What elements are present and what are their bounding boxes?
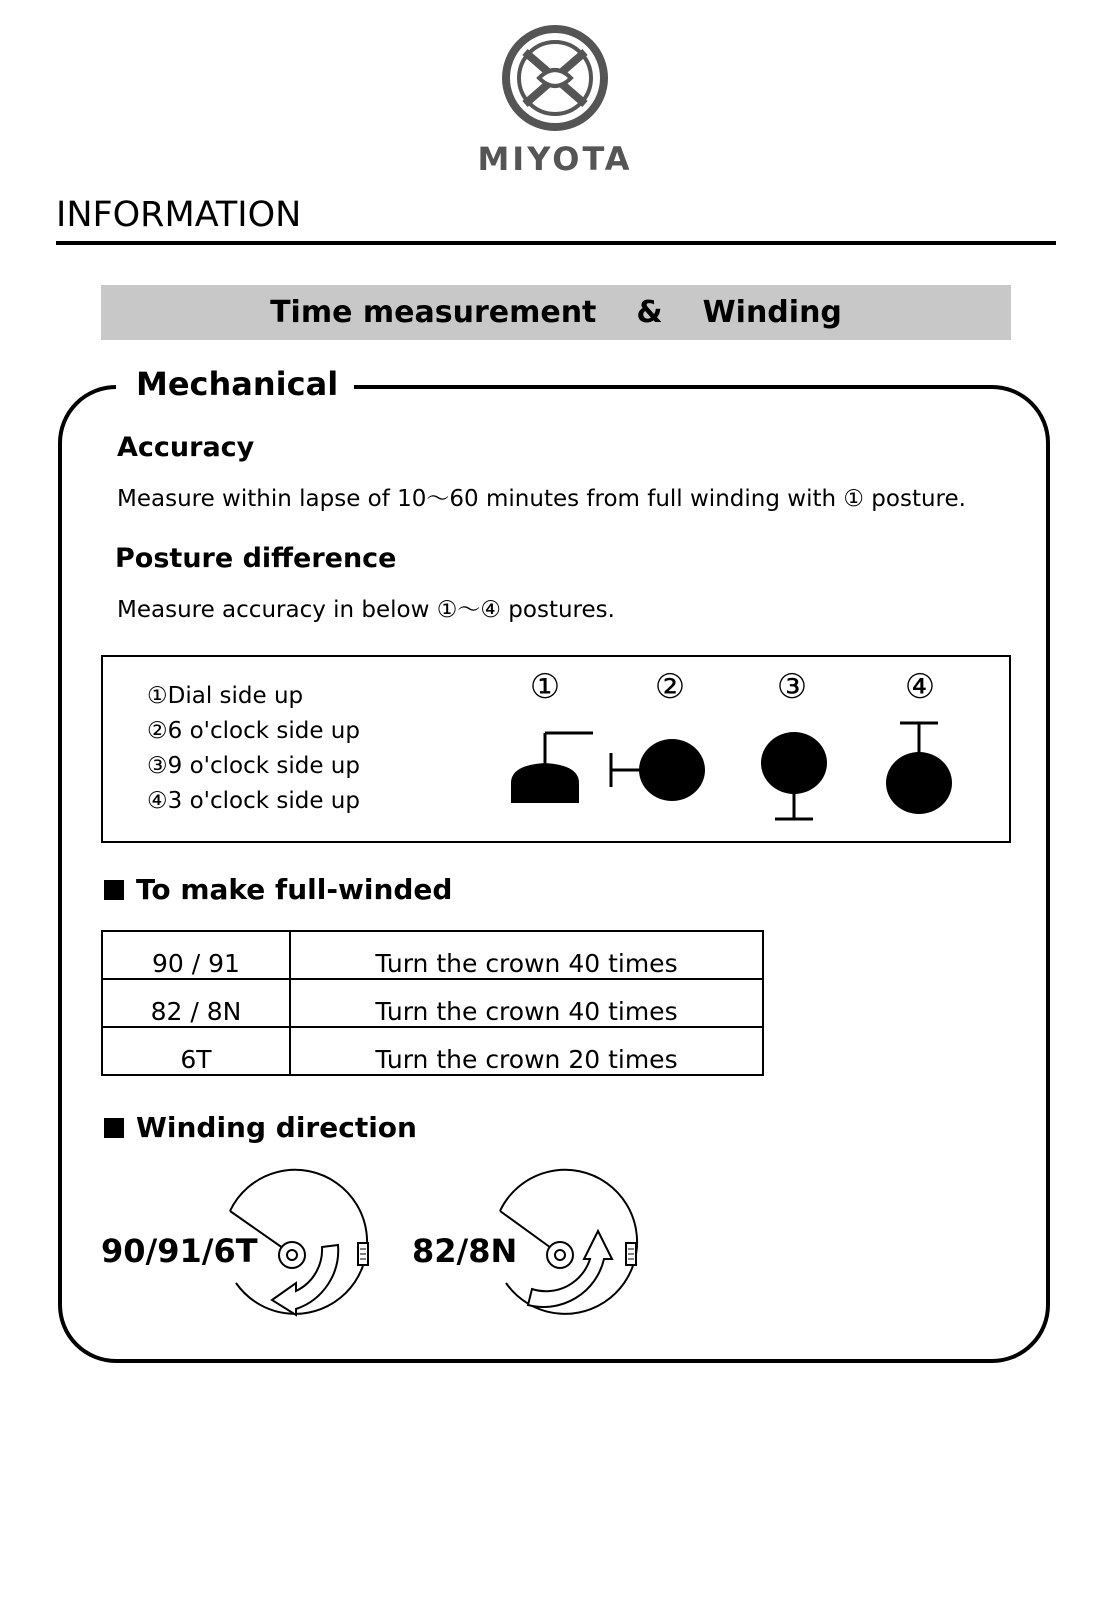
table-row [102,931,763,979]
heading-divider [56,241,1056,245]
accuracy-text: Measure within lapse of 10～60 minutes from full winding with ① posture. [117,486,966,512]
square-bullet-icon [104,880,124,900]
full-winding-heading: To make full-winded [104,873,452,906]
square-bullet-icon [104,1118,124,1138]
brand-logo [470,22,640,182]
posture-list [147,679,360,819]
posture-number: ④ [904,667,936,707]
posture-item: ③9 o'clock side up [147,753,360,779]
banner-amp: & [636,295,663,330]
brand-name: MIYOTA [477,140,633,178]
model-cell: 6T [102,1027,290,1075]
posture-box [101,655,1011,843]
table-row [102,979,763,1027]
instruction-cell: Turn the crown 40 times [290,979,763,1027]
six-oclock-posture-icon [608,735,713,807]
posture-number: ① [529,667,561,707]
miyota-logo-icon [495,22,615,134]
clockwise-winding-icon [480,1165,655,1325]
dial-up-posture-icon [508,725,598,805]
model-cell: 82 / 8N [102,979,290,1027]
section-banner [101,285,1011,340]
counter-clockwise-winding-icon [212,1165,387,1325]
three-oclock-posture-icon [883,719,955,819]
model-cell: 90 / 91 [102,931,290,979]
winding-table [101,930,764,1076]
winding-model-label: 90/91/6T [101,1232,258,1270]
page-title: INFORMATION [56,195,302,235]
posture-item: ②6 o'clock side up [147,718,360,744]
panel-title: Mechanical [116,363,354,405]
instruction-cell: Turn the crown 40 times [290,931,763,979]
winding-model-label: 82/8N [412,1232,518,1270]
posture-heading: Posture difference [115,543,397,574]
table-row [102,1027,763,1075]
posture-item: ①Dial side up [147,683,304,709]
winding-direction-heading: Winding direction [104,1111,417,1144]
nine-oclock-posture-icon [758,729,830,824]
posture-text: Measure accuracy in below ①～④ postures. [117,597,615,623]
posture-item: ④3 o'clock side up [147,788,360,814]
banner-right: Winding [702,295,842,330]
banner-left: Time measurement [270,295,597,330]
posture-number: ③ [776,667,808,707]
instruction-cell: Turn the crown 20 times [290,1027,763,1075]
accuracy-heading: Accuracy [117,432,255,463]
posture-number: ② [654,667,686,707]
